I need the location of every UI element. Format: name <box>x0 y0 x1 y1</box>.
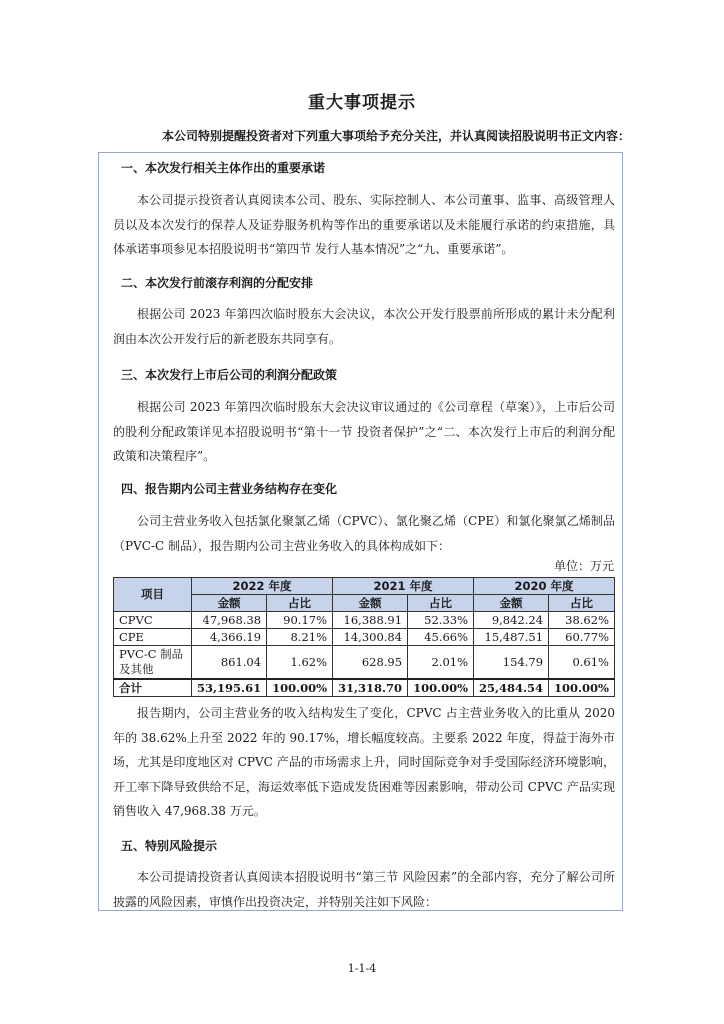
page-title: 重大事项提示 <box>308 93 416 113</box>
section-4-analysis: 报告期内，公司主营业务的收入结构发生了变化，CPVC 占主营业务收入的比重从 2020 年的 38.62%上升至 2022 年的 90.17%，增长幅度较高。主要系 2022 年度，得益于海外市场，尤其是印度地区对 CPVC 产品的市场需求上升，同时国际竞争对手受国际经济环境影响，开工率下降导致供给不足，海运效率低下造成发货困难等因素影响，带动公司 CPVC 产品实现销售收入 47,968.38 万元。 <box>113 706 615 818</box>
table-row-total <box>114 679 615 697</box>
section-4-intro: 公司主营业务收入包括氯化聚氯乙烯（CPVC）、氯化聚乙烯（CPE）和氯化聚氯乙烯制品（PVC-C 制品），报告期内公司主营业务收入的具体构成如下： <box>113 514 615 553</box>
table-cell: 9,842.24 <box>474 612 549 629</box>
table-cell: 100.00% <box>549 679 615 697</box>
section-heading-2: 二、本次发行前滚存利润的分配安排 <box>121 276 314 290</box>
table-cell: 47,968.38 <box>192 612 267 629</box>
table-cell: 8.21% <box>267 629 333 646</box>
table-cell: 14,300.84 <box>333 629 408 646</box>
table-cell: 100.00% <box>267 679 333 697</box>
table-cell: 1.62% <box>267 646 333 680</box>
table-subheader: 占比 <box>549 595 615 612</box>
table-subheader: 金额 <box>333 595 408 612</box>
revenue-table <box>113 577 615 697</box>
table-cell: 861.04 <box>192 646 267 680</box>
table-header-year: 2021 年度 <box>333 578 474 595</box>
table-cell: 16,388.91 <box>333 612 408 629</box>
table-cell-item: PVC-C 制品及其他 <box>114 646 192 680</box>
section-heading-4: 四、报告期内公司主营业务结构存在变化 <box>121 482 338 496</box>
table-subheader: 金额 <box>474 595 549 612</box>
table-cell: 0.61% <box>549 646 615 680</box>
section-heading-5: 五、特别风险提示 <box>121 839 218 853</box>
table-cell: 100.00% <box>408 679 474 697</box>
table-cell-item: CPE <box>114 629 192 646</box>
table-unit: 单位：万元 <box>553 559 614 573</box>
section-heading-1: 一、本次发行相关主体作出的重要承诺 <box>121 161 326 175</box>
table-cell: 90.17% <box>267 612 333 629</box>
table-cell: 60.77% <box>549 629 615 646</box>
table-cell: 45.66% <box>408 629 474 646</box>
section-2-paragraph: 根据公司 2023 年第四次临时股东大会决议，本次公开发行股票前所形成的累计未分配利润由本次公开发行后的新老股东共同享有。 <box>113 307 615 346</box>
table-cell: 38.62% <box>549 612 615 629</box>
notice-text: 本公司特别提醒投资者对下列重大事项给予充分关注，并认真阅读招股说明书正文内容： <box>161 129 630 143</box>
table-cell: 628.95 <box>333 646 408 680</box>
table-cell: 15,487.51 <box>474 629 549 646</box>
table-cell-item: CPVC <box>114 612 192 629</box>
table-header-year: 2020 年度 <box>474 578 615 595</box>
table-cell: 154.79 <box>474 646 549 680</box>
table-row <box>114 629 615 646</box>
table-cell: 53,195.61 <box>192 679 267 697</box>
table-subheader: 占比 <box>267 595 333 612</box>
section-heading-3: 三、本次发行上市后公司的利润分配政策 <box>121 368 338 382</box>
section-5-paragraph: 本公司提请投资者认真阅读本招股说明书“第三节 风险因素”的全部内容，充分了解公司所披露的风险因素，审慎作出投资决定，并特别关注如下风险： <box>113 870 615 909</box>
page-number: 1-1-4 <box>347 962 377 975</box>
table-cell: 4,366.19 <box>192 629 267 646</box>
table-cell: 52.33% <box>408 612 474 629</box>
table-subheader: 占比 <box>408 595 474 612</box>
table-header-item: 项目 <box>114 578 192 612</box>
table-header-year: 2022 年度 <box>192 578 333 595</box>
table-cell: 25,484.54 <box>474 679 549 697</box>
table-cell-item: 合计 <box>114 679 192 697</box>
table-cell: 2.01% <box>408 646 474 680</box>
table-cell: 31,318.70 <box>333 679 408 697</box>
table-row <box>114 612 615 629</box>
section-3-paragraph: 根据公司 2023 年第四次临时股东大会决议审议通过的《公司章程（草案）》，上市后公司的股利分配政策详见本招股说明书“第十一节 投资者保护”之“二、本次发行上市后的利润分配政策和决策程序”。 <box>113 400 615 463</box>
table-row <box>114 646 615 680</box>
section-1-paragraph: 本公司提示投资者认真阅读本公司、股东、实际控制人、本公司董事、监事、高级管理人员以及本次发行的保荐人及证券服务机构等作出的重要承诺以及未能履行承诺的约束措施，具体承诺事项参见本招股说明书“第四节 发行人基本情况”之“九、重要承诺”。 <box>113 193 615 256</box>
table-subheader: 金额 <box>192 595 267 612</box>
